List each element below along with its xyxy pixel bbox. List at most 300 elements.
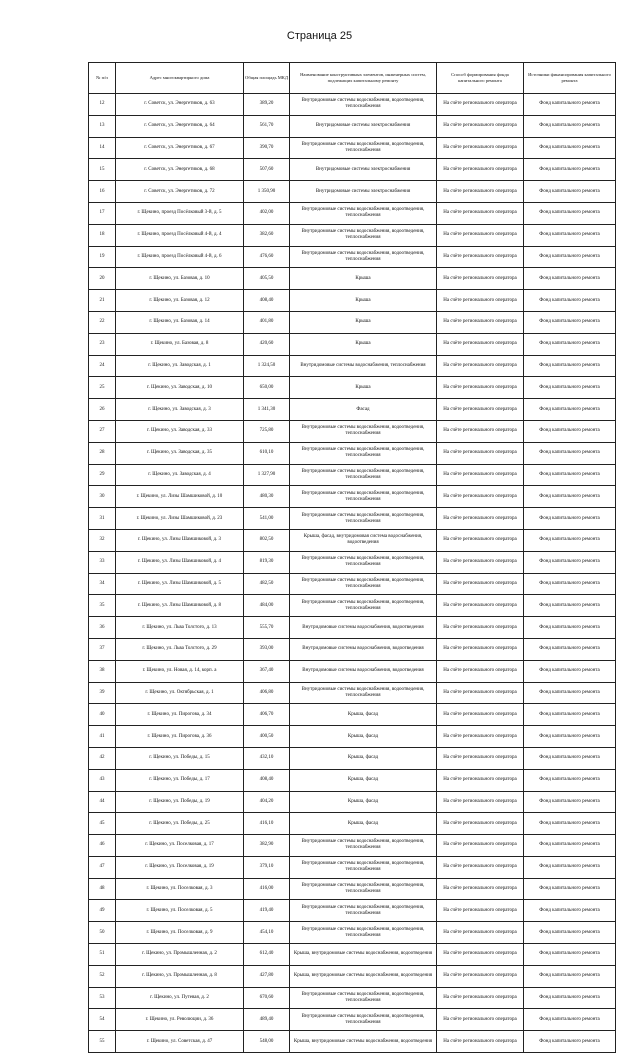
cell-number: 26: [89, 399, 116, 421]
cell-number: 52: [89, 965, 116, 987]
cell-address: г. Щекино, ул. Путевая, д. 2: [116, 987, 244, 1009]
page-title: Страница 25: [286, 30, 353, 42]
cell-number: 27: [89, 420, 116, 442]
header-fund-method: Способ формирования фонда капитального ремонта: [437, 63, 524, 94]
cell-number: 17: [89, 202, 116, 224]
cell-funding-source: Фонд капитального ремонта: [524, 987, 616, 1009]
cell-number: 41: [89, 726, 116, 748]
cell-elements: Внутридомовые системы водоснабжения, водоотведения, теплоснабжения: [290, 835, 437, 857]
cell-area: 484,00: [244, 595, 290, 617]
cell-funding-source: Фонд капитального ремонта: [524, 246, 616, 268]
cell-funding-source: Фонд капитального ремонта: [524, 420, 616, 442]
table-row: [89, 508, 616, 530]
cell-elements: Внутридомовые системы водоснабжения, водоотведения: [290, 617, 437, 639]
cell-number: 32: [89, 529, 116, 551]
cell-address: г. Щекино, ул. Заводская, д. 10: [116, 377, 244, 399]
cell-address: г. Щекино, ул. Заводская, д. 3: [116, 399, 244, 421]
cell-elements: Внутридомовые системы электроснабжения: [290, 181, 437, 203]
cell-number: 14: [89, 137, 116, 159]
header-number: № п/п: [89, 63, 116, 94]
cell-elements: Внутридомовые системы водоснабжения, водоотведения, теплоснабжения: [290, 464, 437, 486]
cell-area: 393,00: [244, 638, 290, 660]
cell-address: г. Щекино, ул. Заводская, д. 33: [116, 420, 244, 442]
cell-fund-method: На счёте регионального оператора: [437, 1031, 524, 1053]
cell-area: 610,10: [244, 442, 290, 464]
cell-number: 51: [89, 944, 116, 966]
table-row: [89, 551, 616, 573]
cell-area: 389,20: [244, 94, 290, 116]
cell-address: г. Щекино, ул. Поселковая, д. 3: [116, 878, 244, 900]
cell-fund-method: На счёте регионального оператора: [437, 617, 524, 639]
cell-elements: Крыша: [290, 268, 437, 290]
cell-elements: Крыша, внутридомовые системы водоснабжения, водоотведения: [290, 965, 437, 987]
cell-area: 489,40: [244, 1009, 290, 1031]
cell-area: 555,70: [244, 617, 290, 639]
cell-number: 55: [89, 1031, 116, 1053]
cell-elements: Крыша, фасад: [290, 704, 437, 726]
cell-fund-method: На счёте регионального оператора: [437, 944, 524, 966]
table-row: [89, 311, 616, 333]
cell-fund-method: На счёте регионального оператора: [437, 965, 524, 987]
cell-funding-source: Фонд капитального ремонта: [524, 529, 616, 551]
cell-fund-method: На счёте регионального оператора: [437, 791, 524, 813]
cell-address: г. Щекино, ул. Базовая, д. 8: [116, 333, 244, 355]
cell-address: г. Щекино, ул. Промышленная, д. 8: [116, 965, 244, 987]
cell-address: г. Щекино, ул. Льва Толстого, д. 13: [116, 617, 244, 639]
cell-area: 382,60: [244, 224, 290, 246]
cell-funding-source: Фонд капитального ремонта: [524, 464, 616, 486]
cell-area: 802,50: [244, 529, 290, 551]
cell-fund-method: На счёте регионального оператора: [437, 202, 524, 224]
cell-funding-source: Фонд капитального ремонта: [524, 617, 616, 639]
cell-funding-source: Фонд капитального ремонта: [524, 747, 616, 769]
cell-fund-method: На счёте регионального оператора: [437, 682, 524, 704]
cell-area: 432,10: [244, 747, 290, 769]
cell-address: г. Щекино, ул. Поселковая, д. 5: [116, 900, 244, 922]
table-row: [89, 442, 616, 464]
table-row: [89, 529, 616, 551]
cell-elements: Крыша: [290, 377, 437, 399]
cell-address: г. Щекино, ул. Лизы Шамшиковой, д. 4: [116, 551, 244, 573]
table-row: [89, 290, 616, 312]
table-row: [89, 224, 616, 246]
cell-funding-source: Фонд капитального ремонта: [524, 900, 616, 922]
cell-elements: Крыша, внутридомовые системы водоснабжения, водоотведения: [290, 944, 437, 966]
table-row: [89, 573, 616, 595]
cell-address: г. Щекино, ул. Заводская, д. 4: [116, 464, 244, 486]
cell-address: г. Щекино, ул. Базовая, д. 12: [116, 290, 244, 312]
cell-fund-method: На счёте регионального оператора: [437, 137, 524, 159]
cell-funding-source: Фонд капитального ремонта: [524, 159, 616, 181]
table-row: [89, 268, 616, 290]
cell-area: 408,40: [244, 769, 290, 791]
cell-number: 30: [89, 486, 116, 508]
table-row: [89, 181, 616, 203]
cell-fund-method: На счёте регионального оператора: [437, 769, 524, 791]
cell-fund-method: На счёте регионального оператора: [437, 399, 524, 421]
cell-fund-method: На счёте регионального оператора: [437, 224, 524, 246]
cell-fund-method: На счёте регионального оператора: [437, 573, 524, 595]
table-row: [89, 202, 616, 224]
cell-fund-method: На счёте регионального оператора: [437, 290, 524, 312]
cell-area: 405,50: [244, 268, 290, 290]
cell-elements: Внутридомовые системы водоснабжения, водоотведения, теплоснабжения: [290, 682, 437, 704]
cell-elements: Крыша, фасад: [290, 726, 437, 748]
cell-area: 416,10: [244, 813, 290, 835]
cell-funding-source: Фонд капитального ремонта: [524, 202, 616, 224]
table-row: [89, 464, 616, 486]
cell-area: 406,80: [244, 682, 290, 704]
cell-number: 47: [89, 856, 116, 878]
cell-elements: Крыша: [290, 290, 437, 312]
cell-fund-method: На счёте регионального оператора: [437, 486, 524, 508]
table-row: [89, 856, 616, 878]
table-row: [89, 1031, 616, 1053]
cell-number: 54: [89, 1009, 116, 1031]
cell-funding-source: Фонд капитального ремонта: [524, 442, 616, 464]
cell-elements: Внутридомовые системы водоснабжения, водоотведения, теплоснабжения: [290, 987, 437, 1009]
cell-address: г. Щекино, ул. Поселковая, д. 9: [116, 922, 244, 944]
cell-area: 541,00: [244, 508, 290, 530]
cell-number: 38: [89, 660, 116, 682]
table-body: [89, 94, 616, 1053]
cell-fund-method: На счёте регионального оператора: [437, 856, 524, 878]
cell-fund-method: На счёте регионального оператора: [437, 551, 524, 573]
header-address: Адрес многоквартирного дома: [116, 63, 244, 94]
table-row: [89, 159, 616, 181]
cell-number: 21: [89, 290, 116, 312]
cell-address: г. Щекино, ул. Льва Толстого, д. 29: [116, 638, 244, 660]
cell-fund-method: На счёте регионального оператора: [437, 1009, 524, 1031]
cell-fund-method: На счёте регионального оператора: [437, 704, 524, 726]
cell-address: г. Щекино, ул. Октябрьская, д. 1: [116, 682, 244, 704]
cell-funding-source: Фонд капитального ремонта: [524, 595, 616, 617]
cell-number: 46: [89, 835, 116, 857]
table-row: [89, 617, 616, 639]
cell-address: г. Щекино, ул. Лизы Шамшиковой, д. 5: [116, 573, 244, 595]
cell-fund-method: На счёте регионального оператора: [437, 922, 524, 944]
cell-area: 476,60: [244, 246, 290, 268]
cell-fund-method: На счёте регионального оператора: [437, 355, 524, 377]
cell-fund-method: На счёте регионального оператора: [437, 835, 524, 857]
cell-fund-method: На счёте регионального оператора: [437, 660, 524, 682]
cell-number: 24: [89, 355, 116, 377]
cell-area: 427,80: [244, 965, 290, 987]
cell-funding-source: Фонд капитального ремонта: [524, 137, 616, 159]
cell-address: г. Советск, ул. Энергетиков, д. 63: [116, 94, 244, 116]
cell-fund-method: На счёте регионального оператора: [437, 508, 524, 530]
cell-area: 404,20: [244, 791, 290, 813]
table-row: [89, 747, 616, 769]
cell-funding-source: Фонд капитального ремонта: [524, 922, 616, 944]
cell-funding-source: Фонд капитального ремонта: [524, 682, 616, 704]
cell-fund-method: На счёте регионального оператора: [437, 94, 524, 116]
cell-number: 25: [89, 377, 116, 399]
cell-address: г. Советск, ул. Энергетиков, д. 67: [116, 137, 244, 159]
cell-address: г. Советск, ул. Энергетиков, д. 72: [116, 181, 244, 203]
cell-fund-method: На счёте регионального оператора: [437, 726, 524, 748]
cell-number: 15: [89, 159, 116, 181]
cell-funding-source: Фонд капитального ремонта: [524, 704, 616, 726]
cell-funding-source: Фонд капитального ремонта: [524, 224, 616, 246]
cell-elements: Внутридомовые системы водоснабжения, водоотведения: [290, 638, 437, 660]
cell-address: г. Щекино, ул. Базовая, д. 10: [116, 268, 244, 290]
cell-elements: Внутридомовые системы водоснабжения, водоотведения, теплоснабжения: [290, 486, 437, 508]
cell-funding-source: Фонд капитального ремонта: [524, 399, 616, 421]
cell-elements: Крыша, фасад: [290, 813, 437, 835]
cell-elements: Крыша: [290, 333, 437, 355]
cell-elements: Внутридомовые системы водоснабжения, водоотведения, теплоснабжения: [290, 551, 437, 573]
cell-area: 401,80: [244, 311, 290, 333]
cell-address: г. Щекино, ул. Лизы Шамшиковой, д. 10: [116, 486, 244, 508]
cell-fund-method: На счёте регионального оператора: [437, 246, 524, 268]
cell-address: г. Советск, ул. Энергетиков, д. 68: [116, 159, 244, 181]
cell-fund-method: На счёте регионального оператора: [437, 115, 524, 137]
cell-area: 1 341,30: [244, 399, 290, 421]
cell-address: г. Щекино, ул. Заводская, д. 35: [116, 442, 244, 464]
cell-number: 43: [89, 769, 116, 791]
table-row: [89, 246, 616, 268]
cell-elements: Внутридомовые системы водоснабжения, водоотведения, теплоснабжения: [290, 420, 437, 442]
cell-elements: Внутридомовые системы водоснабжения, водоотведения, теплоснабжения: [290, 856, 437, 878]
cell-fund-method: На счёте регионального оператора: [437, 464, 524, 486]
cell-number: 53: [89, 987, 116, 1009]
cell-funding-source: Фонд капитального ремонта: [524, 1031, 616, 1053]
table-row: [89, 486, 616, 508]
cell-area: 420,60: [244, 333, 290, 355]
cell-elements: Внутридомовые системы водоснабжения, водоотведения, теплоснабжения: [290, 224, 437, 246]
table-row: [89, 94, 616, 116]
cell-area: 507,60: [244, 159, 290, 181]
cell-number: 12: [89, 94, 116, 116]
cell-funding-source: Фонд капитального ремонта: [524, 813, 616, 835]
repair-program-table: [88, 62, 616, 1053]
cell-address: г. Щекино, ул. Лизы Шамшиковой, д. 3: [116, 529, 244, 551]
cell-fund-method: На счёте регионального оператора: [437, 747, 524, 769]
cell-elements: Внутридомовые системы электроснабжения: [290, 159, 437, 181]
cell-funding-source: Фонд капитального ремонта: [524, 726, 616, 748]
cell-elements: Крыша, фасад: [290, 747, 437, 769]
cell-address: г. Щекино, ул. Поселковая, д. 17: [116, 835, 244, 857]
cell-area: 650,00: [244, 377, 290, 399]
cell-fund-method: На счёте регионального оператора: [437, 377, 524, 399]
cell-number: 18: [89, 224, 116, 246]
cell-area: 612,40: [244, 944, 290, 966]
cell-number: 45: [89, 813, 116, 835]
cell-fund-method: На счёте регионального оператора: [437, 878, 524, 900]
cell-elements: Внутридомовые системы водоснабжения, водоотведения: [290, 660, 437, 682]
table-row: [89, 813, 616, 835]
cell-fund-method: На счёте регионального оператора: [437, 595, 524, 617]
cell-number: 50: [89, 922, 116, 944]
cell-address: г. Щекино, ул. Победы, д. 17: [116, 769, 244, 791]
cell-address: г. Щекино, ул. Лизы Шамшиковой, д. 8: [116, 595, 244, 617]
cell-elements: Крыша, внутридомовые системы водоснабжения, водоотведения: [290, 1031, 437, 1053]
table-row: [89, 987, 616, 1009]
cell-area: 419,40: [244, 900, 290, 922]
table-row: [89, 115, 616, 137]
cell-funding-source: Фонд капитального ремонта: [524, 660, 616, 682]
cell-address: г. Щекино, проезд Посёлковый 4-й, д. 6: [116, 246, 244, 268]
cell-area: 725,80: [244, 420, 290, 442]
cell-area: 482,50: [244, 573, 290, 595]
table-row: [89, 399, 616, 421]
table-row: [89, 835, 616, 857]
cell-fund-method: На счёте регионального оператора: [437, 987, 524, 1009]
cell-area: 670,60: [244, 987, 290, 1009]
cell-area: 1 350,90: [244, 181, 290, 203]
cell-fund-method: На счёте регионального оператора: [437, 420, 524, 442]
cell-funding-source: Фонд капитального ремонта: [524, 791, 616, 813]
cell-fund-method: На счёте регионального оператора: [437, 311, 524, 333]
cell-number: 37: [89, 638, 116, 660]
cell-fund-method: На счёте регионального оператора: [437, 159, 524, 181]
cell-funding-source: Фонд капитального ремонта: [524, 377, 616, 399]
cell-number: 13: [89, 115, 116, 137]
cell-elements: Внутридомовые системы водоснабжения, водоотведения, теплоснабжения: [290, 595, 437, 617]
table-row: [89, 137, 616, 159]
cell-funding-source: Фонд капитального ремонта: [524, 311, 616, 333]
cell-fund-method: На счёте регионального оператора: [437, 442, 524, 464]
cell-number: 34: [89, 573, 116, 595]
cell-address: г. Щекино, ул. Поселковая, д. 19: [116, 856, 244, 878]
cell-fund-method: На счёте регионального оператора: [437, 529, 524, 551]
table-row: [89, 900, 616, 922]
cell-funding-source: Фонд капитального ремонта: [524, 486, 616, 508]
cell-fund-method: На счёте регионального оператора: [437, 181, 524, 203]
cell-fund-method: На счёте регионального оператора: [437, 268, 524, 290]
cell-funding-source: Фонд капитального ремонта: [524, 290, 616, 312]
table-row: [89, 704, 616, 726]
cell-area: 400,50: [244, 726, 290, 748]
cell-elements: Внутридомовые системы водоснабжения, водоотведения, теплоснабжения: [290, 900, 437, 922]
table-row: [89, 420, 616, 442]
cell-elements: Внутридомовые системы водоснабжения, водоотведения, теплоснабжения: [290, 573, 437, 595]
cell-area: 819,30: [244, 551, 290, 573]
header-elements: Наименование конструктивных элементов, инженерных систем, подлежащих капитальному ремонту: [290, 63, 437, 94]
cell-address: г. Щекино, ул. Революции, д. 36: [116, 1009, 244, 1031]
cell-elements: Внутридомовые системы электроснабжения: [290, 115, 437, 137]
cell-area: 406,70: [244, 704, 290, 726]
cell-number: 22: [89, 311, 116, 333]
cell-funding-source: Фонд капитального ремонта: [524, 944, 616, 966]
cell-address: г. Щекино, ул. Советская, д. 47: [116, 1031, 244, 1053]
table-row: [89, 944, 616, 966]
cell-elements: Внутридомовые системы водоснабжения, водоотведения, теплоснабжения: [290, 1009, 437, 1031]
cell-area: 480,30: [244, 486, 290, 508]
cell-number: 31: [89, 508, 116, 530]
cell-elements: Фасад: [290, 399, 437, 421]
cell-address: г. Щекино, ул. Победы, д. 15: [116, 747, 244, 769]
cell-address: г. Щекино, ул. Новая, д. 14, корп. а: [116, 660, 244, 682]
cell-funding-source: Фонд капитального ремонта: [524, 878, 616, 900]
cell-elements: Внутридомовые системы водоснабжения, водоотведения, теплоснабжения: [290, 246, 437, 268]
table-row: [89, 377, 616, 399]
cell-area: 379,10: [244, 856, 290, 878]
table-row: [89, 791, 616, 813]
cell-area: 367,40: [244, 660, 290, 682]
cell-address: г. Щекино, ул. Заводская, д. 1: [116, 355, 244, 377]
cell-elements: Крыша: [290, 311, 437, 333]
cell-area: 561,70: [244, 115, 290, 137]
cell-address: г. Щекино, ул. Промышленная, д. 2: [116, 944, 244, 966]
table-row: [89, 1009, 616, 1031]
cell-address: г. Щекино, проезд Посёлковый 3-й, д. 5: [116, 202, 244, 224]
cell-area: 548,00: [244, 1031, 290, 1053]
cell-elements: Внутридомовые системы водоснабжения, водоотведения, теплоснабжения: [290, 94, 437, 116]
cell-area: 416,00: [244, 878, 290, 900]
cell-fund-method: На счёте регионального оператора: [437, 900, 524, 922]
cell-address: г. Щекино, ул. Победы, д. 19: [116, 791, 244, 813]
cell-area: 1 327,90: [244, 464, 290, 486]
cell-elements: Крыша, фасад, внутридомовая система водоснабжения, водоотведения: [290, 529, 437, 551]
cell-number: 40: [89, 704, 116, 726]
cell-funding-source: Фонд капитального ремонта: [524, 856, 616, 878]
cell-number: 48: [89, 878, 116, 900]
cell-elements: Крыша, фасад: [290, 769, 437, 791]
table-row: [89, 595, 616, 617]
cell-number: 16: [89, 181, 116, 203]
cell-number: 49: [89, 900, 116, 922]
table-header-row: [89, 63, 616, 94]
table-row: [89, 333, 616, 355]
cell-area: 390,70: [244, 137, 290, 159]
cell-address: г. Советск, ул. Энергетиков, д. 64: [116, 115, 244, 137]
cell-address: г. Щекино, ул. Пирогова, д. 36: [116, 726, 244, 748]
cell-address: г. Щекино, проезд Посёлковый 4-й, д. 4: [116, 224, 244, 246]
table-row: [89, 638, 616, 660]
cell-funding-source: Фонд капитального ремонта: [524, 94, 616, 116]
table-row: [89, 682, 616, 704]
cell-elements: Крыша, фасад: [290, 791, 437, 813]
cell-number: 23: [89, 333, 116, 355]
cell-address: г. Щекино, ул. Победы, д. 25: [116, 813, 244, 835]
cell-number: 28: [89, 442, 116, 464]
cell-number: 19: [89, 246, 116, 268]
cell-funding-source: Фонд капитального ремонта: [524, 181, 616, 203]
cell-number: 36: [89, 617, 116, 639]
cell-elements: Внутридомовые системы водоснабжения, водоотведения, теплоснабжения: [290, 878, 437, 900]
cell-funding-source: Фонд капитального ремонта: [524, 333, 616, 355]
cell-area: 402,00: [244, 202, 290, 224]
cell-funding-source: Фонд капитального ремонта: [524, 268, 616, 290]
cell-funding-source: Фонд капитального ремонта: [524, 115, 616, 137]
cell-funding-source: Фонд капитального ремонта: [524, 355, 616, 377]
cell-number: 35: [89, 595, 116, 617]
cell-elements: Внутридомовые системы водоснабжения, водоотведения, теплоснабжения: [290, 137, 437, 159]
table-row: [89, 660, 616, 682]
cell-funding-source: Фонд капитального ремонта: [524, 965, 616, 987]
header-area: Общая площадь МКД: [244, 63, 290, 94]
table-row: [89, 965, 616, 987]
cell-funding-source: Фонд капитального ремонта: [524, 638, 616, 660]
cell-address: г. Щекино, ул. Пирогова, д. 34: [116, 704, 244, 726]
cell-elements: Внутридомовые системы водоснабжения, водоотведения, теплоснабжения: [290, 922, 437, 944]
cell-number: 44: [89, 791, 116, 813]
cell-elements: Внутридомовые системы водоснабжения, водоотведения, теплоснабжения: [290, 202, 437, 224]
cell-funding-source: Фонд капитального ремонта: [524, 508, 616, 530]
cell-funding-source: Фонд капитального ремонта: [524, 573, 616, 595]
cell-fund-method: На счёте регионального оператора: [437, 333, 524, 355]
cell-fund-method: На счёте регионального оператора: [437, 638, 524, 660]
cell-elements: Внутридомовые системы водоснабжения, водоотведения, теплоснабжения: [290, 508, 437, 530]
cell-address: г. Щекино, ул. Базовая, д. 14: [116, 311, 244, 333]
cell-funding-source: Фонд капитального ремонта: [524, 769, 616, 791]
cell-funding-source: Фонд капитального ремонта: [524, 835, 616, 857]
cell-area: 382,90: [244, 835, 290, 857]
table-row: [89, 769, 616, 791]
cell-area: 1 324,50: [244, 355, 290, 377]
